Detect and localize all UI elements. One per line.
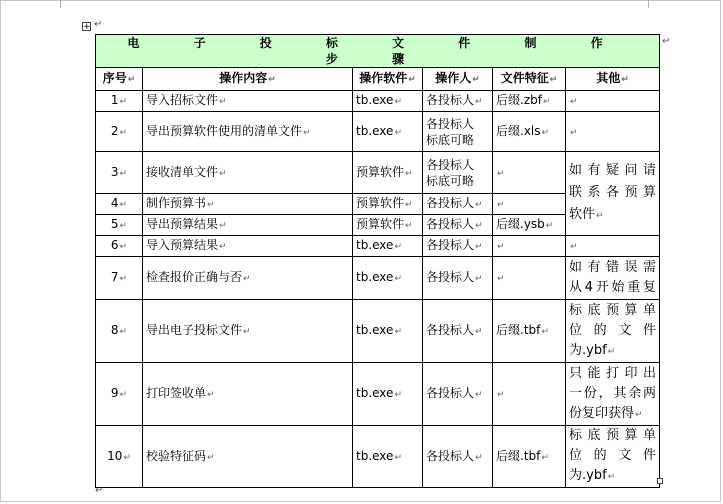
row-end-mark-icon: ↵ [662, 36, 671, 47]
header-cell: 操作内容↵ [143, 68, 353, 91]
cell-other: 标底预算单 位的文件 为.ybf↵ [566, 300, 660, 363]
cell-other: 如有错误需 从4开始重复 [566, 257, 660, 300]
header-cell: 序号↵ [96, 68, 143, 91]
cell-no: 1↵ [96, 91, 143, 112]
cell-software: tb.exe↵ [353, 112, 423, 152]
cell-software: tb.exe↵ [353, 236, 423, 257]
merged-line: 如有疑问请 [569, 163, 657, 178]
cell-software: tb.exe↵ [353, 300, 423, 363]
cell-no: 8↵ [96, 300, 143, 363]
cell-operator: 各投标人 标底可略 [423, 112, 493, 152]
cell-software: 预算软件↵ [353, 215, 423, 236]
cell-content: 制作预算书↵ [143, 194, 353, 215]
cell-no: 7↵ [96, 257, 143, 300]
cell-software: 预算软件↵ [353, 194, 423, 215]
table-row [96, 426, 660, 488]
cell-other: 只能打印出 一份，其余两 份复印获得↵ [566, 363, 660, 426]
header-cell: 操作人↵ [423, 68, 493, 91]
table-title-row [96, 35, 660, 68]
cell-other: ↵ [566, 236, 660, 257]
cell-other-merged [566, 152, 660, 236]
cell-operator: 各投标人↵ [423, 300, 493, 363]
cell-feature: 后缀.tbf↵ [493, 300, 566, 363]
cell-software: tb.exe↵ [353, 257, 423, 300]
cell-software: tb.exe↵ [353, 91, 423, 112]
cell-content: 导入预算结果↵ [143, 236, 353, 257]
cell-content: 检查报价正确与否↵ [143, 257, 353, 300]
merged-line: 联系各预算 [569, 185, 657, 200]
cell-feature: ↵ [493, 236, 566, 257]
cell-content: 接收清单文件↵ [143, 152, 353, 194]
cell-feature: ↵ [493, 152, 566, 194]
table-title: 电 子 投 标 文 件 制 作 步 骤 [96, 35, 660, 68]
cell-content: 导出电子投标文件↵ [143, 300, 353, 363]
merged-line: 软件↵ [569, 207, 604, 222]
cell-other: ↵ [566, 91, 660, 112]
table-row [96, 152, 660, 194]
cell-operator: 各投标人↵ [423, 194, 493, 215]
cell-content: 校验特征码↵ [143, 426, 353, 488]
cell-no: 6↵ [96, 236, 143, 257]
table-row [96, 91, 660, 112]
cell-no: 10↵ [96, 426, 143, 488]
cell-operator: 各投标人↵ [423, 426, 493, 488]
cell-operator: 各投标人↵ [423, 215, 493, 236]
cell-software: tb.exe↵ [353, 426, 423, 488]
cell-software: 预算软件↵ [353, 152, 423, 194]
table-header-row [96, 68, 660, 91]
cell-no: 2↵ [96, 112, 143, 152]
table-row [96, 236, 660, 257]
cell-feature: ↵ [493, 363, 566, 426]
header-cell: 其他↵ [566, 68, 660, 91]
table-row [96, 363, 660, 426]
cell-feature: ↵ [493, 257, 566, 300]
cell-no: 9↵ [96, 363, 143, 426]
cell-no: 4↵ [96, 194, 143, 215]
table-row [96, 112, 660, 152]
cell-other: ↵ [566, 112, 660, 152]
paragraph-mark-icon: ↵ [94, 19, 103, 30]
cell-content: 导入招标文件↵ [143, 91, 353, 112]
cell-content: 导出预算软件使用的清单文件↵ [143, 112, 353, 152]
paragraph-mark-icon: ↵ [95, 485, 104, 496]
cell-operator: 各投标人 标底可略 [423, 152, 493, 194]
cell-no: 3↵ [96, 152, 143, 194]
cell-feature: 后缀.zbf↵ [493, 91, 566, 112]
header-cell: 操作软件↵ [353, 68, 423, 91]
cell-content: 导出预算结果↵ [143, 215, 353, 236]
margin-marker-left [60, 0, 61, 8]
table-move-handle-icon[interactable]: + [83, 22, 91, 32]
cell-operator: 各投标人↵ [423, 236, 493, 257]
cell-content: 打印签收单↵ [143, 363, 353, 426]
table-row [96, 300, 660, 363]
cell-feature: 后缀.tbf↵ [493, 426, 566, 488]
cell-other: 标底预算单 位的文件 为.ybf↵ [566, 426, 660, 488]
cell-operator: 各投标人↵ [423, 363, 493, 426]
header-cell: 文件特征↵ [493, 68, 566, 91]
table-resize-handle-icon[interactable] [657, 478, 663, 484]
cell-feature: 后缀.xls↵ [493, 112, 566, 152]
table-row [96, 257, 660, 300]
cell-no: 5↵ [96, 215, 143, 236]
margin-marker-right [648, 0, 649, 8]
cell-operator: 各投标人↵ [423, 257, 493, 300]
steps-table [95, 34, 660, 488]
cell-software: tb.exe↵ [353, 363, 423, 426]
cell-feature: 后缀.ysb↵ [493, 215, 566, 236]
cell-feature: ↵ [493, 194, 566, 215]
cell-operator: 各投标人↵ [423, 91, 493, 112]
